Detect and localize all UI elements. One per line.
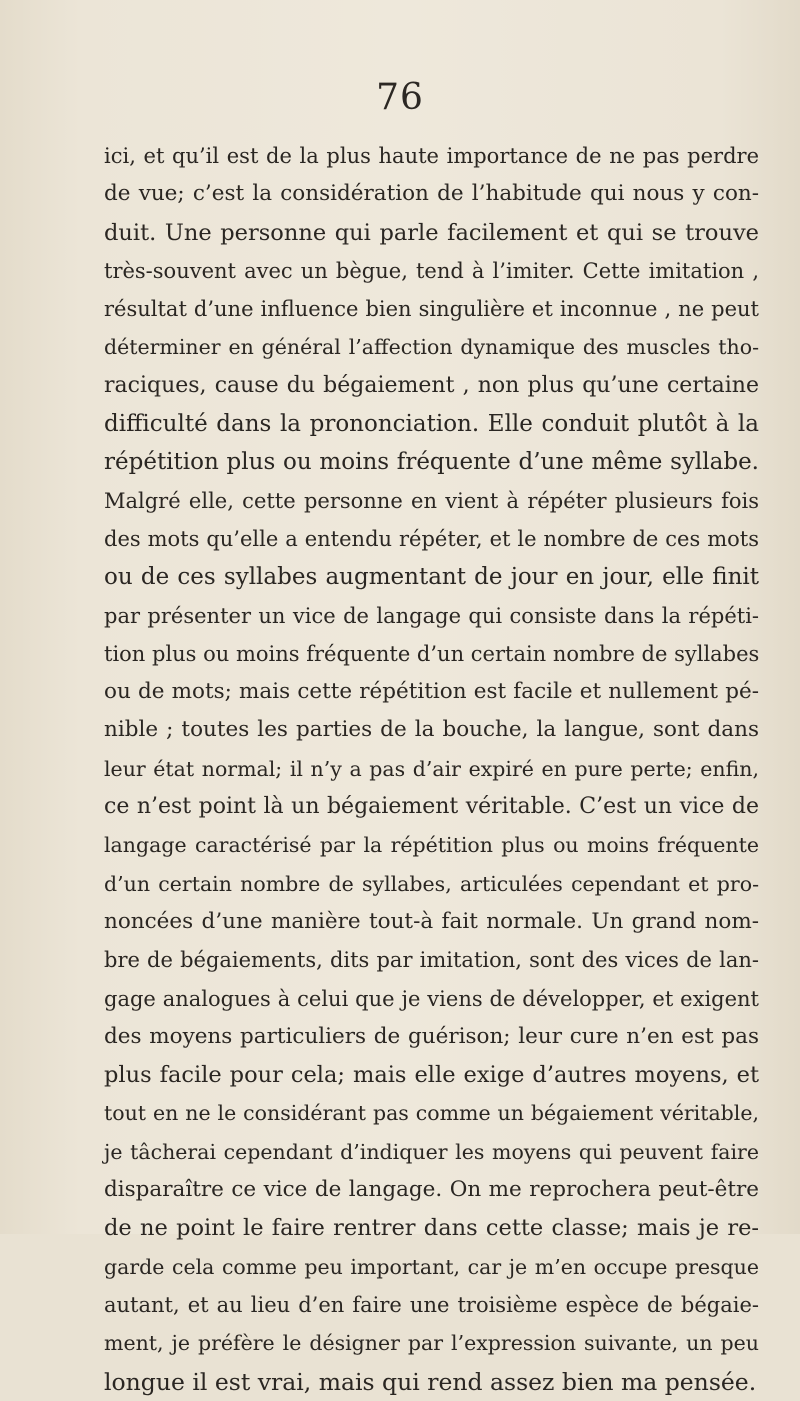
text-line: de ne point le faire rentrer dans cette classe; mais je re-	[104, 1215, 759, 1242]
text-line: ici, et qu’il est de la plus haute importance de ne pas perdre	[104, 144, 759, 168]
text-line: ce n’est point là un bégaiement véritable. C’est un vice de	[104, 794, 759, 820]
text-line: difficulté dans la prononciation. Elle conduit plutôt à la	[104, 411, 759, 438]
text-line: par présenter un vice de langage qui consiste dans la répéti-	[104, 603, 759, 628]
text-line: déterminer en général l’affection dynamique des muscles tho-	[104, 335, 759, 360]
text-line: tion plus ou moins fréquente d’un certain nombre de syllabes	[104, 641, 760, 666]
text-line: des moyens particuliers de guérison; leur cure n’en est pas	[104, 1023, 759, 1049]
text-line: duit. Une personne qui parle facilement et qui se trouve	[104, 219, 759, 246]
text-line: noncées d’une manière tout-à fait normale. Un grand nom-	[104, 908, 759, 934]
text-line: résultat d’une influence bien singulière et inconnue , ne peut	[104, 297, 759, 322]
text-line: leur état normal; il n’y a pas d’air expiré en pure perte; enfin,	[104, 756, 759, 781]
text-line: ou de mots; mais cette répétition est facile et nullement pé-	[104, 679, 759, 705]
text-line: Malgré elle, cette personne en vient à répéter plusieurs fois	[104, 488, 759, 513]
text-line: ou de ces syllabes augmentant de jour en jour, elle finit	[104, 564, 759, 591]
text-line: nible ; toutes les parties de la bouche, la langue, sont dans	[104, 717, 759, 743]
text-line: très-souvent avec un bègue, tend à l’imiter. Cette imitation ,	[104, 258, 759, 283]
text-line: disparaître ce vice de langage. On me reprochera peut-être	[104, 1177, 759, 1203]
body-text	[104, 137, 759, 1401]
text-line: longue il est vrai, mais qui rend assez bien ma pensée.	[104, 1367, 757, 1396]
text-line: autant, et au lieu d’en faire une troisième espèce de bégaie-	[104, 1292, 759, 1317]
text-line: des mots qu’elle a entendu répéter, et le nombre de ces mots	[104, 526, 759, 551]
text-line: bre de bégaiements, dits par imitation, sont des vices de lan-	[104, 948, 759, 973]
text-line: plus facile pour cela; mais elle exige d’autres moyens, et	[104, 1062, 759, 1089]
text-line: de vue; c’est la considération de l’habitude qui nous y con-	[104, 181, 759, 207]
text-line: répétition plus ou moins fréquente d’une même syllabe.	[104, 449, 759, 476]
text-line: langage caractérisé par la répétition plus ou moins fréquente	[104, 833, 759, 858]
text-line: gage analogues à celui que je viens de développer, et exigent	[104, 986, 759, 1011]
text-line: garde cela comme peu important, car je m’en occupe presque	[104, 1254, 759, 1279]
text-line: ment, je préfère le désigner par l’expression suivante, un peu	[104, 1331, 759, 1356]
text-line: raciques, cause du bégaiement , non plus qu’une certaine	[104, 372, 759, 398]
text-line: d’un certain nombre de syllabes, articulées cependant et pro-	[104, 871, 759, 896]
page-number: 76	[376, 77, 424, 118]
text-line: tout en ne le considérant pas comme un bégaiement véritable,	[104, 1101, 759, 1126]
text-line: je tâcherai cependant d’indiquer les moyens qui peuvent faire	[104, 1139, 759, 1164]
